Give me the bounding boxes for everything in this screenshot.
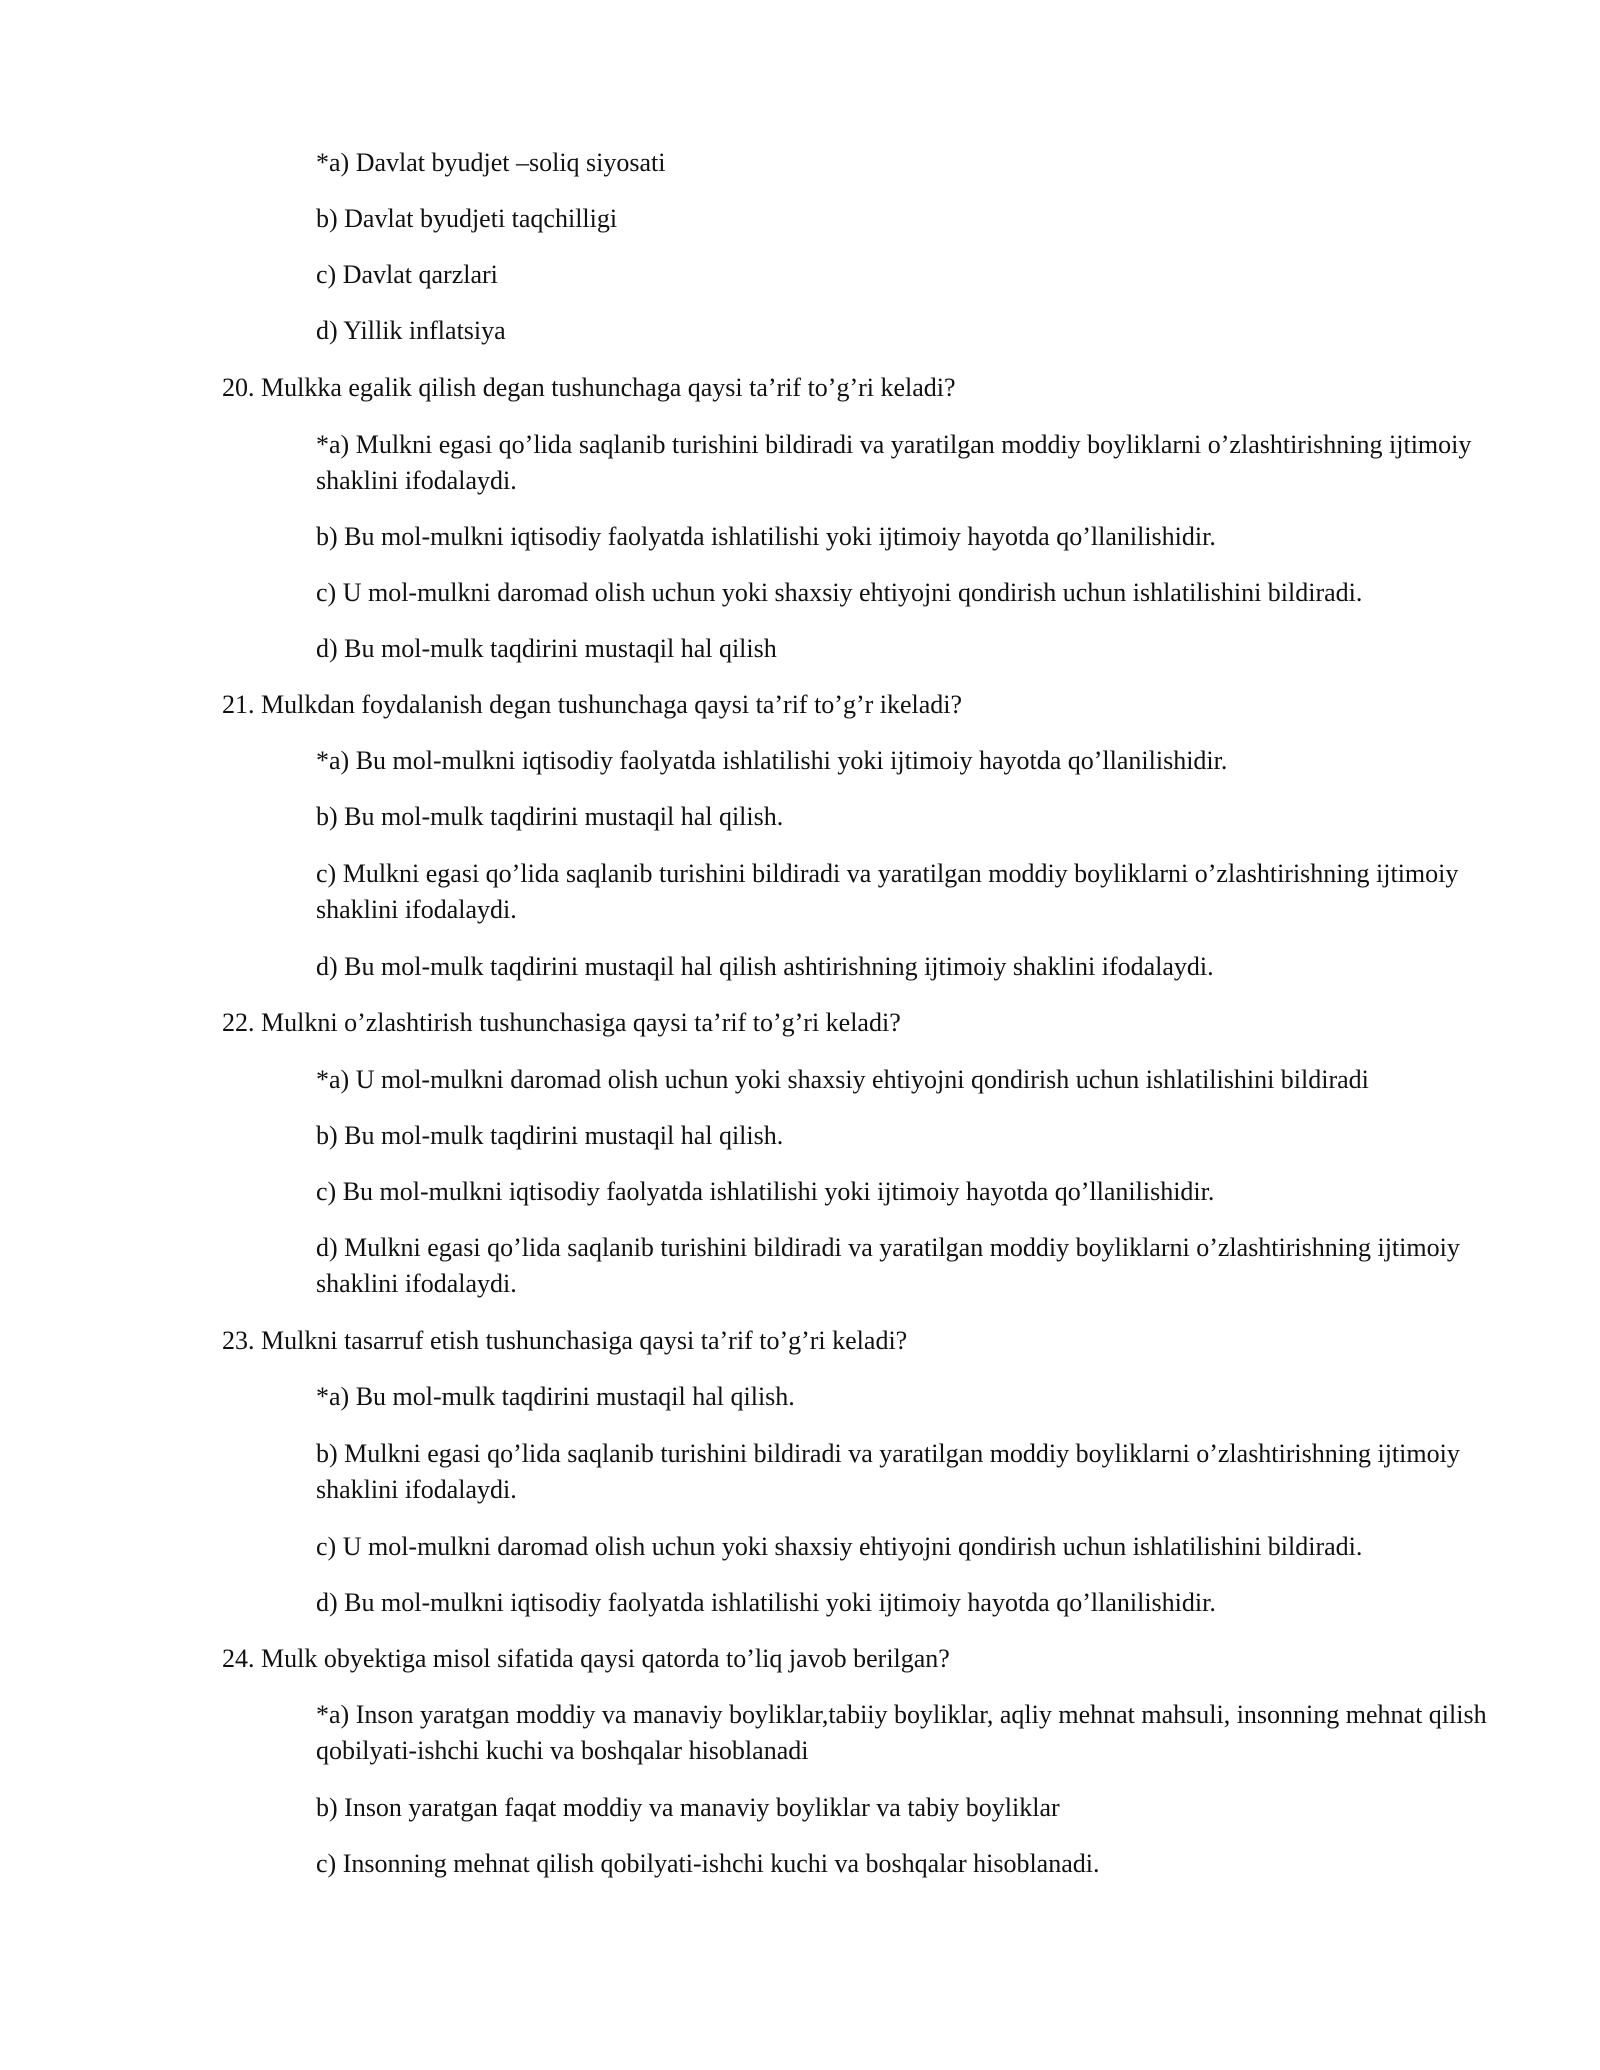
option-line: d) Yillik inflatsiya: [316, 316, 506, 345]
option-line: *a) Bu mol-mulkni iqtisodiy faolyatda ishlatilishi yoki ijtimoiy hayotda qo’llanilishidir.: [316, 746, 1228, 775]
option-line: *a) Davlat byudjet –soliq siyosati: [316, 148, 666, 177]
option-line: *a) Bu mol-mulk taqdirini mustaqil hal qilish.: [316, 1382, 795, 1411]
option-line: b) Bu mol-mulk taqdirini mustaqil hal qilish.: [316, 1121, 784, 1150]
question-text: 20. Mulkka egalik qilish degan tushunchaga qaysi ta’rif to’g’ri keladi?: [222, 373, 956, 402]
option-line: *a) Mulkni egasi qo’lida saqlanib turishini bildiradi va yaratilgan moddiy boyliklarni o’zlashtirishning ijtimoiy shaklini ifodalaydi.: [316, 430, 1472, 495]
question-text: 21. Mulkdan foydalanish degan tushunchaga qaysi ta’rif to’g’r ikeladi?: [222, 690, 963, 719]
option-line: b) Bu mol-mulk taqdirini mustaqil hal qilish.: [316, 802, 784, 831]
option-line: c) Davlat qarzlari: [316, 260, 498, 289]
option-line: c) U mol-mulkni daromad olish uchun yoki shaxsiy ehtiyojni qondirish uchun ishlatilishini bildiradi.: [316, 1532, 1363, 1561]
option-line: b) Mulkni egasi qo’lida saqlanib turishini bildiradi va yaratilgan moddiy boyliklarni o’zlashtirishning ijtimoiy shaklini ifodalaydi.: [316, 1439, 1460, 1504]
option-line: b) Bu mol-mulkni iqtisodiy faolyatda ishlatilishi yoki ijtimoiy hayotda qo’llanilishidir.: [316, 522, 1216, 551]
option-line: c) U mol-mulkni daromad olish uchun yoki shaxsiy ehtiyojni qondirish uchun ishlatilishini bildiradi.: [316, 578, 1363, 607]
question-text: 22. Mulkni o’zlashtirish tushunchasiga qaysi ta’rif to’g’ri keladi?: [222, 1008, 901, 1037]
option-line: b) Inson yaratgan faqat moddiy va manaviy boyliklar va tabiy boyliklar: [316, 1793, 1060, 1822]
option-line: d) Bu mol-mulk taqdirini mustaqil hal qilish ashtirishning ijtimoiy shaklini ifodalaydi.: [316, 952, 1214, 981]
option-line: b) Davlat byudjeti taqchilligi: [316, 204, 618, 233]
option-line: d) Bu mol-mulkni iqtisodiy faolyatda ishlatilishi yoki ijtimoiy hayotda qo’llanilishidir.: [316, 1588, 1216, 1617]
option-line: c) Insonning mehnat qilish qobilyati-ishchi kuchi va boshqalar hisoblanadi.: [316, 1849, 1100, 1878]
question-text: 24. Mulk obyektiga misol sifatida qaysi qatorda to’liq javob berilgan?: [222, 1644, 950, 1673]
option-line: c) Mulkni egasi qo’lida saqlanib turishini bildiradi va yaratilgan moddiy boyliklarni o’zlashtirishning ijtimoiy shaklini ifodalaydi.: [316, 859, 1459, 924]
option-line: d) Mulkni egasi qo’lida saqlanib turishini bildiradi va yaratilgan moddiy boyliklarni o’zlashtirishning ijtimoiy shaklini ifodalaydi.: [316, 1233, 1460, 1298]
option-line: c) Bu mol-mulkni iqtisodiy faolyatda ishlatilishi yoki ijtimoiy hayotda qo’llanilishidir.: [316, 1177, 1215, 1206]
question-text: 23. Mulkni tasarruf etish tushunchasiga qaysi ta’rif to’g’ri keladi?: [222, 1326, 908, 1355]
option-line: d) Bu mol-mulk taqdirini mustaqil hal qilish: [316, 634, 777, 663]
option-line: *a) Inson yaratgan moddiy va manaviy boyliklar,tabiiy boyliklar, aqliy mehnat mahsuli, insonning mehnat qilish qobilyati-ishchi kuchi va boshqalar hisoblanadi: [316, 1700, 1487, 1765]
option-line: *a) U mol-mulkni daromad olish uchun yoki shaxsiy ehtiyojni qondirish uchun ishlatilishini bildiradi: [316, 1065, 1369, 1094]
